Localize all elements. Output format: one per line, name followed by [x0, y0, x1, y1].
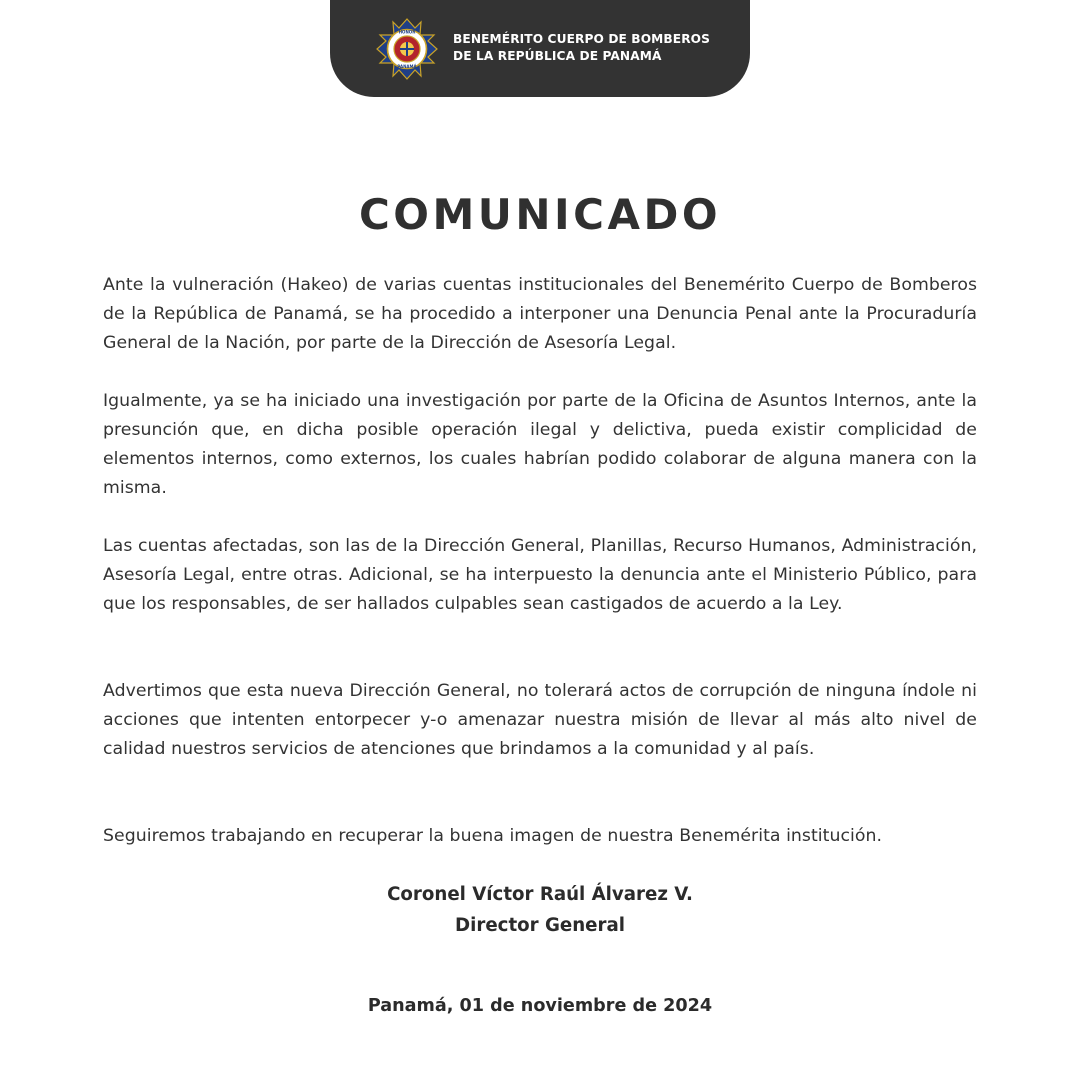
document-date: Panamá, 01 de noviembre de 2024: [367, 996, 713, 1016]
signatory-name: Coronel Víctor Raúl Álvarez V.: [387, 884, 693, 905]
paragraph-investigation: Igualmente, ya se ha iniciado una investigación por parte de la Oficina de Asuntos Internos, ante la presunción que, en dicha posible operación ilegal y delictiva, pueda existir complicidad de elementos internos, como externos, los cuales habrían podido colaborar de alguna manera con la misma.: [103, 391, 977, 498]
signature-block: [0, 879, 1080, 941]
institution-name: [453, 31, 743, 65]
paragraph-affected-accounts: Las cuentas afectadas, son las de la Dirección General, Planillas, Recurso Humanos, Administración, Asesoría Legal, entre otras. Adicional, se ha interpuesto la denuncia ante el Ministerio Público, para que los responsables, de ser hallados culpables sean castigados de acuerdo a la Ley.: [103, 536, 977, 614]
signatory-position: Director General: [455, 915, 625, 936]
document-title: COMUNICADO: [358, 190, 722, 239]
paragraph-closing: Seguiremos trabajando en recuperar la buena imagen de nuestra Benemérita institución.: [103, 826, 883, 846]
institution-name-line1: BENEMÉRITO CUERPO DE BOMBEROS: [453, 32, 711, 46]
institution-name-line2: DE LA REPÚBLICA DE PANAMÁ: [453, 49, 662, 63]
paragraph-complaint: Ante la vulneración (Hakeo) de varias cuentas institucionales del Benemérito Cuerpo de Bomberos de la República de Panamá, se ha procedido a interponer una Denuncia Penal ante la Procuraduría General de la Nación, por parte de la Dirección de Asesoría Legal.: [103, 275, 977, 353]
fire-department-emblem-icon: [376, 18, 438, 80]
svg-text:HONOR: HONOR: [398, 29, 416, 35]
svg-text:PANAMÁ: PANAMÁ: [397, 64, 417, 69]
paragraph-warning: Advertimos que esta nueva Dirección General, no tolerará actos de corrupción de ninguna índole ni acciones que intenten entorpecer y-o amenazar nuestra misión de llevar al más alto nivel de calidad nuestros servicios de atenciones que brindamos a la comunidad y al país.: [103, 681, 977, 759]
